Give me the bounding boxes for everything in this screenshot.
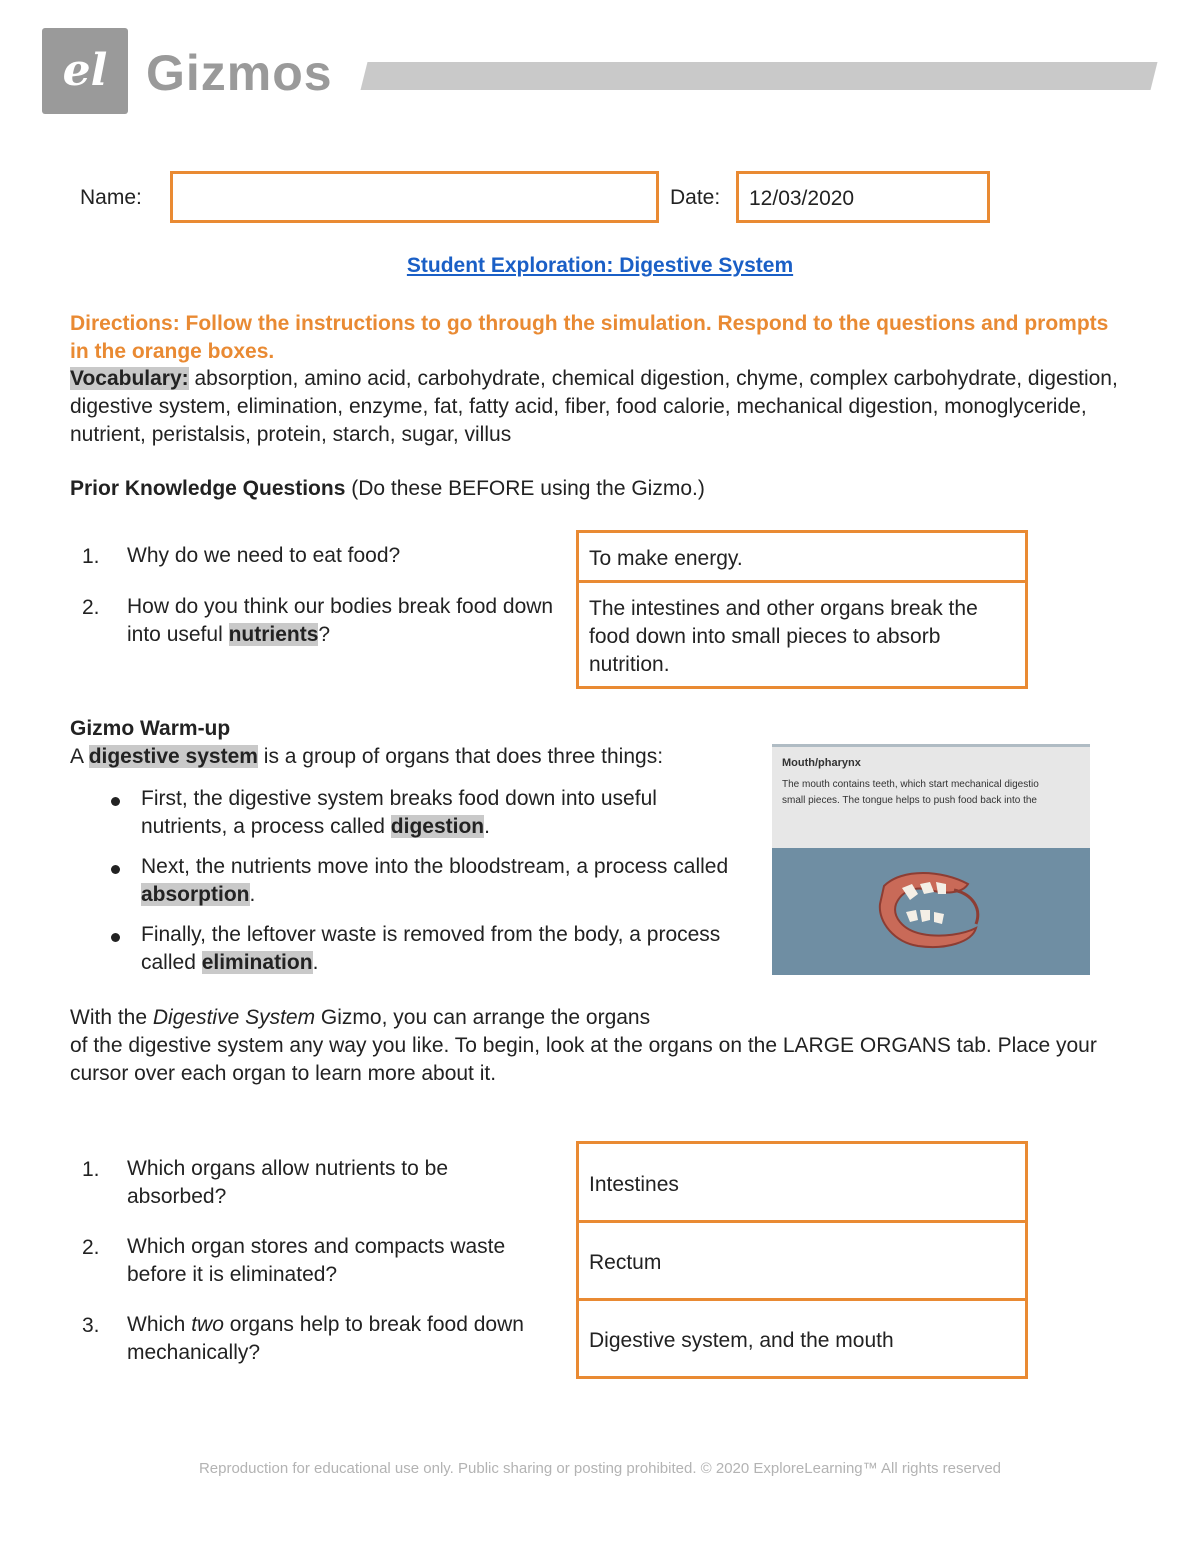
bullet-3-after: . (312, 951, 319, 974)
warmup-answer-3-box[interactable] (576, 1298, 1028, 1379)
date-field[interactable] (736, 171, 990, 223)
warmup-q1-text: Which organs allow nutrients to be absorbed? (127, 1157, 448, 1208)
warmup-q3-italic: two (191, 1313, 224, 1336)
warmup-q1-number: 1. (82, 1158, 100, 1181)
prior-q2-highlight: nutrients (228, 623, 319, 646)
warmup-answer-1-box[interactable] (576, 1141, 1028, 1223)
para-part-c: of the digestive system any way you like. To begin, look at the organs on the LARGE ORGANS tab. Place your cursor over each organ to learn more about it. (70, 1034, 1097, 1085)
prior-knowledge-heading (70, 477, 705, 501)
prior-q2-text-after: ? (318, 623, 331, 646)
bullet-dot (111, 865, 120, 874)
mouth-organ-icon (872, 864, 992, 954)
directions-text: Directions: Follow the instructions to go through the simulation. Respond to the questions and prompts in the orange boxes. (70, 312, 1109, 363)
warmup-q2-text: Which organ stores and compacts waste before it is eliminated? (127, 1235, 506, 1286)
bullet-2-before: Next, the nutrients move into the bloodstream, a process called (141, 855, 729, 878)
warmup-intro-after: is a group of organs that does three things: (257, 745, 664, 768)
bullet-digestion (141, 785, 741, 841)
brand-name: Gizmos (146, 45, 333, 101)
prior-q2-text-before: How do you think our bodies break food down into useful (127, 595, 554, 646)
warmup-answer-1: Intestines (589, 1173, 679, 1196)
warmup-q2-number: 2. (82, 1236, 100, 1259)
warmup-answer-2-box[interactable] (576, 1220, 1028, 1301)
bullet-3-highlight: elimination (201, 951, 313, 974)
bullet-1-highlight: digestion (390, 815, 485, 838)
bullet-1-before: First, the digestive system breaks food down into useful nutrients, a process called (141, 787, 657, 838)
gizmo-info-line-1: The mouth contains teeth, which start mechanical digestio (782, 779, 1039, 790)
para-part-a: With the (70, 1006, 153, 1029)
prior-answer-2-box[interactable] (576, 580, 1028, 689)
date-label: Date: (670, 186, 721, 209)
warmup-intro-before: A (70, 745, 89, 768)
prior-q1-text: Why do we need to eat food? (127, 544, 401, 567)
bullet-2-after: . (249, 883, 256, 906)
warmup-q3-before: Which (127, 1313, 192, 1336)
bullet-3-before: Finally, the leftover waste is removed from the body, a process called (141, 923, 721, 974)
bullet-absorption (141, 853, 741, 909)
para-italic: Digestive System (152, 1006, 316, 1029)
prior-heading-bold: Prior Knowledge Questions (70, 477, 346, 500)
gizmo-info-panel (772, 744, 1090, 848)
name-field[interactable] (170, 171, 659, 223)
warmup-q3-after: organs help to break food down mechanically? (127, 1313, 524, 1364)
explorelearning-logo (42, 28, 128, 114)
prior-q1-number: 1. (82, 545, 100, 568)
page-title[interactable]: Student Exploration: Digestive System (406, 254, 794, 277)
para-part-b: Gizmo, you can arrange the organs (315, 1006, 651, 1029)
warmup-answer-2: Rectum (589, 1251, 662, 1274)
gizmo-info-title: Mouth/pharynx (782, 757, 861, 769)
gizmo-info-line-2: small pieces. The tongue helps to push food back into the (782, 795, 1037, 806)
warmup-answer-3: Digestive system, and the mouth (589, 1329, 894, 1352)
prior-answer-1: To make energy. (589, 547, 743, 570)
bullet-1-after: . (484, 815, 490, 838)
copyright-footer: Reproduction for educational use only. Public sharing or posting prohibited. © 2020 ExploreLearning™ All rights reserved (198, 1460, 1002, 1477)
bullet-elimination (141, 921, 721, 977)
vocabulary-list: absorption, amino acid, carbohydrate, chemical digestion, chyme, complex carbohydrate, digestion, digestive system, elimination, enzyme, fat, fatty acid, fiber, food calorie, mechanical digestion, monoglyceride, nutrient, peristalsis, protein, starch, sugar, villus (70, 367, 1118, 446)
date-value: 12/03/2020 (749, 187, 855, 210)
bullet-2-highlight: absorption (141, 883, 250, 906)
warmup-q3-number: 3. (82, 1314, 100, 1337)
prior-answer-1-box[interactable] (576, 530, 1028, 583)
warmup-paragraph (70, 1004, 1130, 1088)
prior-q2-text (127, 593, 567, 649)
prior-q2-number: 2. (82, 596, 100, 619)
warmup-intro-highlight: digestive system (88, 745, 258, 768)
prior-heading-note: (Do these BEFORE using the Gizmo.) (345, 477, 705, 500)
warmup-q3-text (127, 1311, 527, 1367)
bullet-dot (111, 797, 120, 806)
warmup-intro (70, 745, 663, 769)
warmup-heading: Gizmo Warm-up (70, 717, 231, 740)
vocabulary-label: Vocabulary: (70, 367, 189, 390)
name-label: Name: (80, 186, 142, 209)
header-decorative-bar (361, 62, 1158, 90)
vocabulary-paragraph (70, 365, 1130, 449)
gizmo-info-text (782, 777, 1090, 809)
logo-glyph: el (62, 45, 108, 96)
prior-answer-2: The intestines and other organs break the food down into small pieces to absorb nutrition. (589, 597, 978, 676)
bullet-dot (111, 933, 120, 942)
gizmo-mouth-screenshot (772, 744, 1090, 975)
